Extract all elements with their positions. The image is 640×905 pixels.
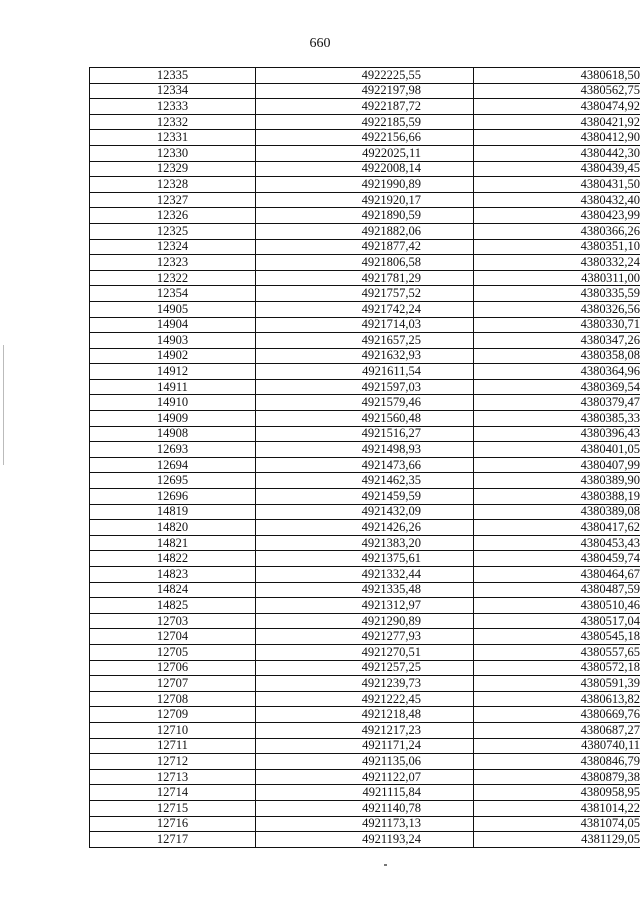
x-coordinate-cell: 4921742,24 (256, 301, 474, 317)
point-number-cell: 12332 (90, 114, 256, 130)
table-row (90, 286, 640, 302)
table-row (90, 364, 640, 380)
x-coordinate-cell: 4921757,52 (256, 286, 474, 302)
x-coordinate-cell: 4921877,42 (256, 239, 474, 255)
x-coordinate-cell: 4922197,98 (256, 83, 474, 99)
y-coordinate-cell: 4380364,96 (474, 364, 640, 380)
x-coordinate-cell: 4921270,51 (256, 644, 474, 660)
scan-speck (384, 864, 387, 866)
point-number-cell: 12713 (90, 769, 256, 785)
x-coordinate-cell: 4921257,25 (256, 660, 474, 676)
y-coordinate-cell: 4380347,26 (474, 333, 640, 349)
x-coordinate-cell: 4921579,46 (256, 395, 474, 411)
point-number-cell: 12705 (90, 644, 256, 660)
x-coordinate-cell: 4921383,20 (256, 535, 474, 551)
point-number-cell: 12714 (90, 785, 256, 801)
y-coordinate-cell: 4380389,08 (474, 504, 640, 520)
point-number-cell: 14822 (90, 551, 256, 567)
x-coordinate-cell: 4921611,54 (256, 364, 474, 380)
point-number-cell: 12715 (90, 800, 256, 816)
x-coordinate-cell: 4921277,93 (256, 629, 474, 645)
y-coordinate-cell: 4380431,50 (474, 177, 640, 193)
table-row (90, 457, 640, 473)
y-coordinate-cell: 4380453,43 (474, 535, 640, 551)
point-number-cell: 14912 (90, 364, 256, 380)
x-coordinate-cell: 4922025,11 (256, 145, 474, 161)
point-number-cell: 14905 (90, 301, 256, 317)
y-coordinate-cell: 4380958,95 (474, 785, 640, 801)
y-coordinate-cell: 4380562,75 (474, 83, 640, 99)
y-coordinate-cell: 4380846,79 (474, 754, 640, 770)
x-coordinate-cell: 4921990,89 (256, 177, 474, 193)
coordinates-table-body (90, 68, 640, 848)
table-row (90, 223, 640, 239)
point-number-cell: 12696 (90, 489, 256, 505)
point-number-cell: 12324 (90, 239, 256, 255)
y-coordinate-cell: 4380412,90 (474, 130, 640, 146)
x-coordinate-cell: 4921193,24 (256, 832, 474, 848)
table-row (90, 582, 640, 598)
point-number-cell: 12716 (90, 816, 256, 832)
x-coordinate-cell: 4921632,93 (256, 348, 474, 364)
table-row (90, 83, 640, 99)
x-coordinate-cell: 4921217,23 (256, 722, 474, 738)
y-coordinate-cell: 4380385,33 (474, 411, 640, 427)
x-coordinate-cell: 4921882,06 (256, 223, 474, 239)
point-number-cell: 12709 (90, 707, 256, 723)
y-coordinate-cell: 4380545,18 (474, 629, 640, 645)
table-row (90, 504, 640, 520)
point-number-cell: 14908 (90, 426, 256, 442)
point-number-cell: 12704 (90, 629, 256, 645)
y-coordinate-cell: 4380366,26 (474, 223, 640, 239)
x-coordinate-cell: 4921122,07 (256, 769, 474, 785)
table-row (90, 68, 640, 84)
point-number-cell: 14823 (90, 567, 256, 583)
x-coordinate-cell: 4921335,48 (256, 582, 474, 598)
x-coordinate-cell: 4921806,58 (256, 255, 474, 271)
y-coordinate-cell: 4380510,46 (474, 598, 640, 614)
table-row (90, 535, 640, 551)
y-coordinate-cell: 4380618,50 (474, 68, 640, 84)
table-row (90, 754, 640, 770)
point-number-cell: 14902 (90, 348, 256, 364)
table-row (90, 411, 640, 427)
y-coordinate-cell: 4380464,67 (474, 567, 640, 583)
x-coordinate-cell: 4921516,27 (256, 426, 474, 442)
x-coordinate-cell: 4921459,59 (256, 489, 474, 505)
x-coordinate-cell: 4921462,35 (256, 473, 474, 489)
point-number-cell: 14904 (90, 317, 256, 333)
table-row (90, 442, 640, 458)
point-number-cell: 12711 (90, 738, 256, 754)
x-coordinate-cell: 4921890,59 (256, 208, 474, 224)
x-coordinate-cell: 4921173,13 (256, 816, 474, 832)
table-row (90, 489, 640, 505)
point-number-cell: 14825 (90, 598, 256, 614)
x-coordinate-cell: 4921597,03 (256, 379, 474, 395)
x-coordinate-cell: 4922008,14 (256, 161, 474, 177)
y-coordinate-cell: 4380879,38 (474, 769, 640, 785)
point-number-cell: 14819 (90, 504, 256, 520)
table-row (90, 567, 640, 583)
table-row (90, 333, 640, 349)
y-coordinate-cell: 4380474,92 (474, 99, 640, 115)
point-number-cell: 14911 (90, 379, 256, 395)
table-row (90, 551, 640, 567)
coordinates-table (89, 67, 640, 848)
point-number-cell: 12333 (90, 99, 256, 115)
point-number-cell: 12334 (90, 83, 256, 99)
x-coordinate-cell: 4921290,89 (256, 613, 474, 629)
point-number-cell: 12326 (90, 208, 256, 224)
x-coordinate-cell: 4921714,03 (256, 317, 474, 333)
table-row (90, 130, 640, 146)
x-coordinate-cell: 4921473,66 (256, 457, 474, 473)
x-coordinate-cell: 4921222,45 (256, 691, 474, 707)
y-coordinate-cell: 4380517,04 (474, 613, 640, 629)
table-row (90, 348, 640, 364)
y-coordinate-cell: 4380572,18 (474, 660, 640, 676)
y-coordinate-cell: 4380423,99 (474, 208, 640, 224)
x-coordinate-cell: 4922225,55 (256, 68, 474, 84)
x-coordinate-cell: 4921140,78 (256, 800, 474, 816)
table-row (90, 208, 640, 224)
y-coordinate-cell: 4380330,71 (474, 317, 640, 333)
y-coordinate-cell: 4380311,00 (474, 270, 640, 286)
table-row (90, 613, 640, 629)
x-coordinate-cell: 4921239,73 (256, 676, 474, 692)
page-number: 660 (309, 36, 331, 51)
y-coordinate-cell: 4380417,62 (474, 520, 640, 536)
point-number-cell: 14903 (90, 333, 256, 349)
table-row (90, 395, 640, 411)
point-number-cell: 12323 (90, 255, 256, 271)
y-coordinate-cell: 4381129,05 (474, 832, 640, 848)
point-number-cell: 12712 (90, 754, 256, 770)
point-number-cell: 12322 (90, 270, 256, 286)
y-coordinate-cell: 4380396,43 (474, 426, 640, 442)
point-number-cell: 12329 (90, 161, 256, 177)
table-row (90, 832, 640, 848)
y-coordinate-cell: 4380487,59 (474, 582, 640, 598)
table-row (90, 379, 640, 395)
x-coordinate-cell: 4921657,25 (256, 333, 474, 349)
point-number-cell: 12325 (90, 223, 256, 239)
y-coordinate-cell: 4380388,19 (474, 489, 640, 505)
x-coordinate-cell: 4921135,06 (256, 754, 474, 770)
y-coordinate-cell: 4380407,99 (474, 457, 640, 473)
x-coordinate-cell: 4922156,66 (256, 130, 474, 146)
point-number-cell: 14820 (90, 520, 256, 536)
x-coordinate-cell: 4921920,17 (256, 192, 474, 208)
table-row (90, 255, 640, 271)
y-coordinate-cell: 4381074,05 (474, 816, 640, 832)
point-number-cell: 12710 (90, 722, 256, 738)
table-row (90, 676, 640, 692)
x-coordinate-cell: 4921375,61 (256, 551, 474, 567)
point-number-cell: 12330 (90, 145, 256, 161)
point-number-cell: 12717 (90, 832, 256, 848)
table-row (90, 691, 640, 707)
table-row (90, 629, 640, 645)
point-number-cell: 12328 (90, 177, 256, 193)
y-coordinate-cell: 4380358,08 (474, 348, 640, 364)
table-row (90, 192, 640, 208)
x-coordinate-cell: 4921781,29 (256, 270, 474, 286)
point-number-cell: 12694 (90, 457, 256, 473)
x-coordinate-cell: 4922185,59 (256, 114, 474, 130)
table-row (90, 738, 640, 754)
point-number-cell: 14821 (90, 535, 256, 551)
x-coordinate-cell: 4921426,26 (256, 520, 474, 536)
x-coordinate-cell: 4921432,09 (256, 504, 474, 520)
table-row (90, 114, 640, 130)
table-row (90, 785, 640, 801)
point-number-cell: 12703 (90, 613, 256, 629)
table-row (90, 660, 640, 676)
x-coordinate-cell: 4921312,97 (256, 598, 474, 614)
x-coordinate-cell: 4921115,84 (256, 785, 474, 801)
table-row (90, 598, 640, 614)
point-number-cell: 12693 (90, 442, 256, 458)
point-number-cell: 12708 (90, 691, 256, 707)
point-number-cell: 12354 (90, 286, 256, 302)
y-coordinate-cell: 4380335,59 (474, 286, 640, 302)
y-coordinate-cell: 4380740,11 (474, 738, 640, 754)
table-row (90, 301, 640, 317)
point-number-cell: 12706 (90, 660, 256, 676)
y-coordinate-cell: 4380557,65 (474, 644, 640, 660)
table-row (90, 769, 640, 785)
point-number-cell: 14909 (90, 411, 256, 427)
table-row (90, 317, 640, 333)
table-row (90, 161, 640, 177)
x-coordinate-cell: 4921171,24 (256, 738, 474, 754)
x-coordinate-cell: 4922187,72 (256, 99, 474, 115)
table-row (90, 707, 640, 723)
y-coordinate-cell: 4380439,45 (474, 161, 640, 177)
x-coordinate-cell: 4921498,93 (256, 442, 474, 458)
table-row (90, 520, 640, 536)
y-coordinate-cell: 4380379,47 (474, 395, 640, 411)
y-coordinate-cell: 4380687,27 (474, 722, 640, 738)
table-row (90, 644, 640, 660)
table-row (90, 816, 640, 832)
table-row (90, 239, 640, 255)
point-number-cell: 14824 (90, 582, 256, 598)
scan-edge-mark (3, 345, 4, 465)
y-coordinate-cell: 4380351,10 (474, 239, 640, 255)
y-coordinate-cell: 4380432,40 (474, 192, 640, 208)
y-coordinate-cell: 4380401,05 (474, 442, 640, 458)
y-coordinate-cell: 4380459,74 (474, 551, 640, 567)
y-coordinate-cell: 4380421,92 (474, 114, 640, 130)
table-row (90, 800, 640, 816)
point-number-cell: 12331 (90, 130, 256, 146)
point-number-cell: 14910 (90, 395, 256, 411)
y-coordinate-cell: 4380369,54 (474, 379, 640, 395)
y-coordinate-cell: 4380442,30 (474, 145, 640, 161)
x-coordinate-cell: 4921560,48 (256, 411, 474, 427)
point-number-cell: 12707 (90, 676, 256, 692)
table-row (90, 426, 640, 442)
y-coordinate-cell: 4380613,82 (474, 691, 640, 707)
y-coordinate-cell: 4380326,56 (474, 301, 640, 317)
table-row (90, 722, 640, 738)
point-number-cell: 12695 (90, 473, 256, 489)
y-coordinate-cell: 4380332,24 (474, 255, 640, 271)
point-number-cell: 12327 (90, 192, 256, 208)
table-row (90, 99, 640, 115)
y-coordinate-cell: 4381014,22 (474, 800, 640, 816)
table-row (90, 270, 640, 286)
table-row (90, 177, 640, 193)
x-coordinate-cell: 4921218,48 (256, 707, 474, 723)
y-coordinate-cell: 4380591,39 (474, 676, 640, 692)
table-row (90, 473, 640, 489)
table-row (90, 145, 640, 161)
x-coordinate-cell: 4921332,44 (256, 567, 474, 583)
y-coordinate-cell: 4380389,90 (474, 473, 640, 489)
y-coordinate-cell: 4380669,76 (474, 707, 640, 723)
point-number-cell: 12335 (90, 68, 256, 84)
